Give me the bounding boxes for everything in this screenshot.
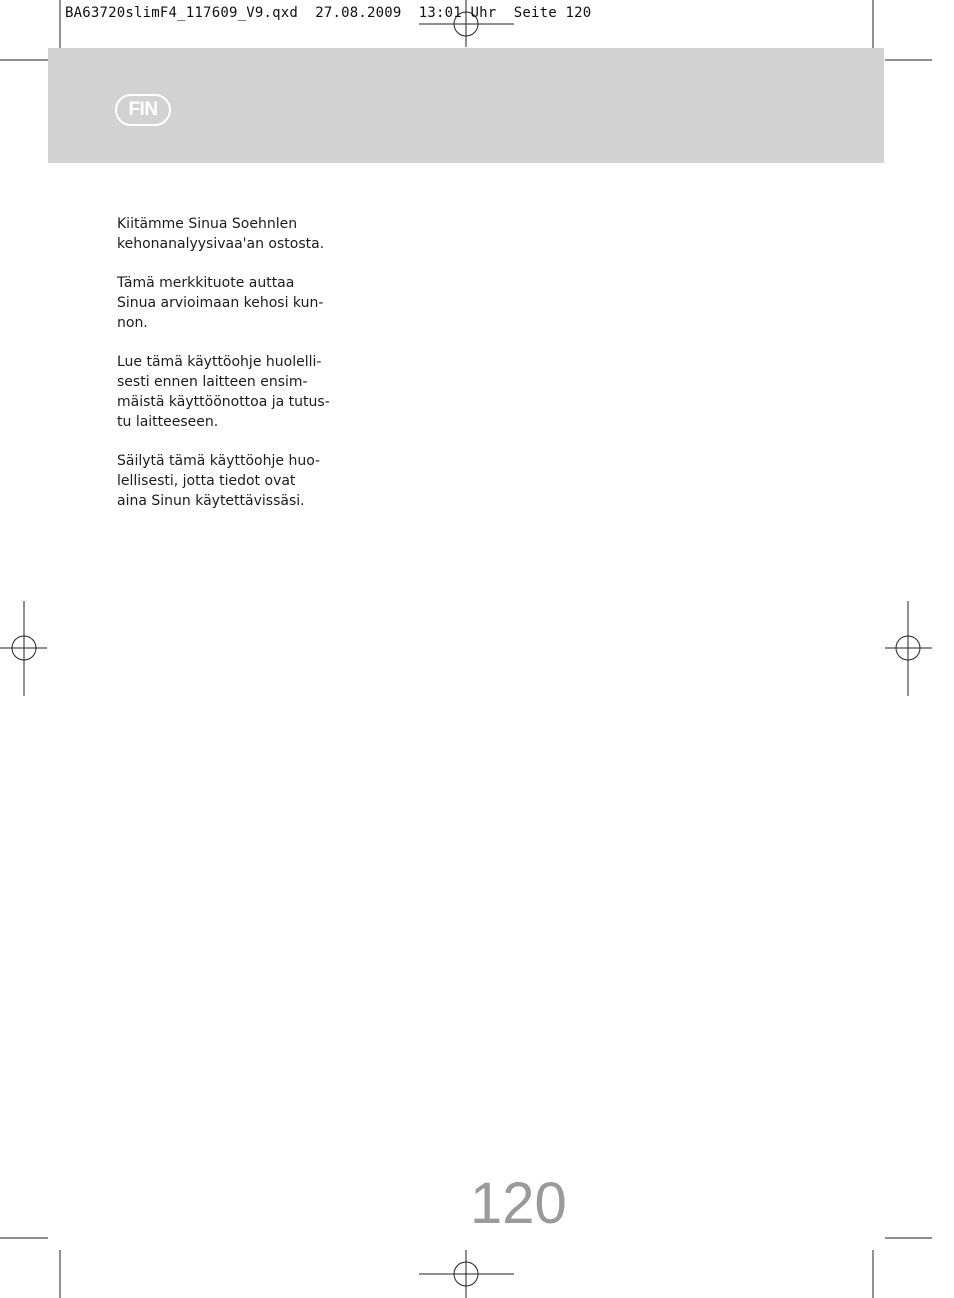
- language-badge: FIN: [115, 94, 171, 126]
- text-line: mäistä käyttöönottoa ja tutus-: [117, 394, 330, 410]
- text-line: Lue tämä käyttöohje huolelli-: [117, 354, 322, 370]
- page-number: 120: [470, 1171, 567, 1236]
- text-line: Kiitämme Sinua Soehnlen: [117, 216, 298, 232]
- registration-mark-top: [419, 0, 514, 47]
- text-line: sesti ennen laitteen ensim-: [117, 374, 308, 390]
- registration-mark-left: [0, 601, 47, 696]
- text-line: non.: [117, 315, 148, 331]
- text-line: tu laitteeseen.: [117, 414, 219, 430]
- text-line: aina Sinun käytettävissäsi.: [117, 493, 305, 509]
- text-line: kehonanalyysivaa'an ostosta.: [117, 236, 325, 252]
- text-line: Sinua arvioimaan kehosi kun-: [117, 295, 324, 311]
- text-line: Säilytä tämä käyttöohje huo-: [117, 453, 321, 469]
- registration-mark-right: [885, 601, 932, 696]
- text-line: Tämä merkkituote auttaa: [117, 275, 295, 291]
- registration-mark-bottom: [419, 1250, 514, 1298]
- text-line: lellisesti, jotta tiedot ovat: [117, 473, 296, 489]
- file-slug-line: BA63720slimF4_117609_V9.qxd 27.08.2009 13:01 Uhr Seite 120: [65, 5, 592, 21]
